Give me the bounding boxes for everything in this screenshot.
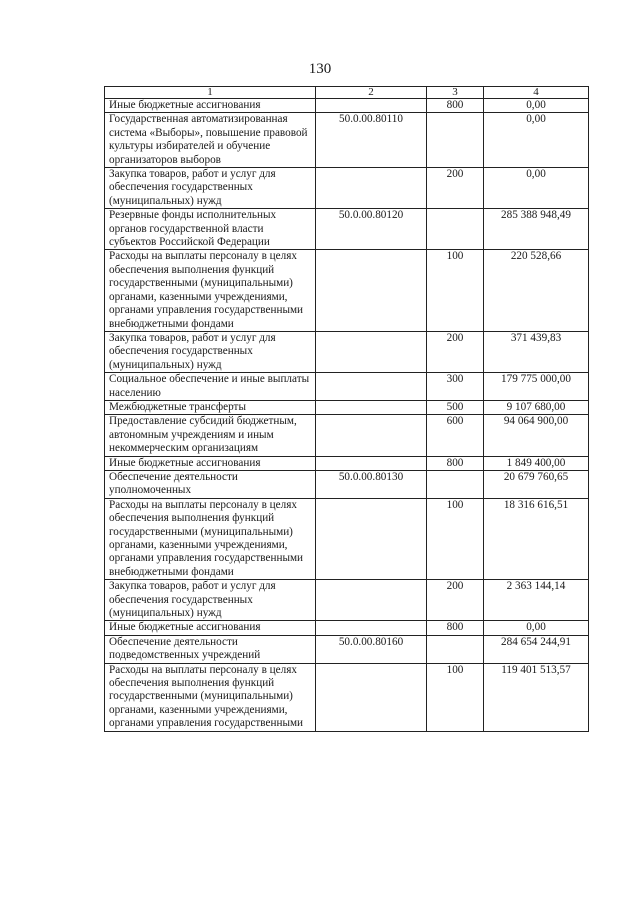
target-code-cell (316, 331, 427, 372)
table-row (105, 415, 589, 456)
expense-type-cell: 200 (427, 168, 484, 209)
expense-type-cell (427, 113, 484, 168)
column-header-4: 4 (484, 87, 589, 99)
expense-type-cell: 200 (427, 580, 484, 621)
amount-cell: 0,00 (484, 99, 589, 113)
expense-name-cell: Иные бюджетные ассигнования (105, 621, 316, 635)
table-row (105, 456, 589, 470)
target-code-cell: 50.0.00.80120 (316, 209, 427, 250)
table-body (105, 99, 589, 732)
table-row (105, 663, 589, 731)
table-row (105, 580, 589, 621)
target-code-cell (316, 99, 427, 113)
column-header-3: 3 (427, 87, 484, 99)
expense-name-cell: Расходы на выплаты персоналу в целях обеспечения выполнения функций государственными (муниципальными) органами, казенными учреждениями, органами управления государственными внебюджетными фондами (105, 250, 316, 331)
target-code-cell (316, 400, 427, 414)
target-code-cell: 50.0.00.80110 (316, 113, 427, 168)
expense-type-cell (427, 635, 484, 663)
amount-cell: 0,00 (484, 113, 589, 168)
amount-cell: 284 654 244,91 (484, 635, 589, 663)
expense-type-cell: 800 (427, 621, 484, 635)
table-row (105, 168, 589, 209)
page-number: 130 (308, 61, 332, 77)
expense-name-cell: Предоставление субсидий бюджетным, автономным учреждениям и иным некоммерческим организациям (105, 415, 316, 456)
expense-name-cell: Закупка товаров, работ и услуг для обеспечения государственных (муниципальных) нужд (105, 580, 316, 621)
expense-type-cell: 500 (427, 400, 484, 414)
table-row (105, 498, 589, 579)
expense-name-cell: Межбюджетные трансферты (105, 400, 316, 414)
amount-cell: 285 388 948,49 (484, 209, 589, 250)
target-code-cell (316, 663, 427, 731)
target-code-cell: 50.0.00.80160 (316, 635, 427, 663)
amount-cell: 1 849 400,00 (484, 456, 589, 470)
amount-cell: 0,00 (484, 621, 589, 635)
table-row (105, 470, 589, 498)
amount-cell: 0,00 (484, 168, 589, 209)
target-code-cell (316, 415, 427, 456)
expense-type-cell: 200 (427, 331, 484, 372)
amount-cell: 2 363 144,14 (484, 580, 589, 621)
table-row (105, 400, 589, 414)
expense-type-cell: 800 (427, 456, 484, 470)
table-row (105, 99, 589, 113)
expense-type-cell: 800 (427, 99, 484, 113)
target-code-cell (316, 168, 427, 209)
amount-cell: 371 439,83 (484, 331, 589, 372)
amount-cell: 179 775 000,00 (484, 373, 589, 401)
table-row (105, 113, 589, 168)
table-row (105, 250, 589, 331)
expense-type-cell (427, 209, 484, 250)
expense-name-cell: Закупка товаров, работ и услуг для обеспечения государственных (муниципальных) нужд (105, 168, 316, 209)
table-row (105, 621, 589, 635)
amount-cell: 220 528,66 (484, 250, 589, 331)
expense-name-cell: Социальное обеспечение и иные выплаты населению (105, 373, 316, 401)
amount-cell: 119 401 513,57 (484, 663, 589, 731)
column-header-2: 2 (316, 87, 427, 99)
amount-cell: 18 316 616,51 (484, 498, 589, 579)
table-row (105, 373, 589, 401)
amount-cell: 94 064 900,00 (484, 415, 589, 456)
expense-name-cell: Резервные фонды исполнительных органов государственной власти субъектов Российской Федерации (105, 209, 316, 250)
table-row (105, 209, 589, 250)
expense-type-cell: 300 (427, 373, 484, 401)
amount-cell: 9 107 680,00 (484, 400, 589, 414)
table-header-row (105, 87, 589, 99)
amount-cell: 20 679 760,65 (484, 470, 589, 498)
column-header-1: 1 (105, 87, 316, 99)
target-code-cell (316, 621, 427, 635)
target-code-cell (316, 373, 427, 401)
target-code-cell (316, 580, 427, 621)
expense-type-cell: 100 (427, 663, 484, 731)
expense-name-cell: Расходы на выплаты персоналу в целях обеспечения выполнения функций государственными (муниципальными) органами, казенными учреждениями, органами управления государственными внебюджетными фондами (105, 498, 316, 579)
expense-name-cell: Расходы на выплаты персоналу в целях обеспечения выполнения функций государственными (муниципальными) органами, казенными учреждениями, органами управления государственными (105, 663, 316, 731)
expense-name-cell: Обеспечение деятельности подведомственных учреждений (105, 635, 316, 663)
expense-name-cell: Обеспечение деятельности уполномоченных (105, 470, 316, 498)
expense-type-cell: 600 (427, 415, 484, 456)
budget-table (104, 86, 589, 732)
target-code-cell (316, 456, 427, 470)
table-row (105, 635, 589, 663)
expense-type-cell: 100 (427, 498, 484, 579)
expense-name-cell: Государственная автоматизированная система «Выборы», повышение правовой культуры избирателей и обучение организаторов выборов (105, 113, 316, 168)
target-code-cell (316, 250, 427, 331)
table-row (105, 331, 589, 372)
target-code-cell (316, 498, 427, 579)
expense-name-cell: Иные бюджетные ассигнования (105, 99, 316, 113)
expense-name-cell: Закупка товаров, работ и услуг для обеспечения государственных (муниципальных) нужд (105, 331, 316, 372)
expense-name-cell: Иные бюджетные ассигнования (105, 456, 316, 470)
expense-type-cell (427, 470, 484, 498)
expense-type-cell: 100 (427, 250, 484, 331)
target-code-cell: 50.0.00.80130 (316, 470, 427, 498)
